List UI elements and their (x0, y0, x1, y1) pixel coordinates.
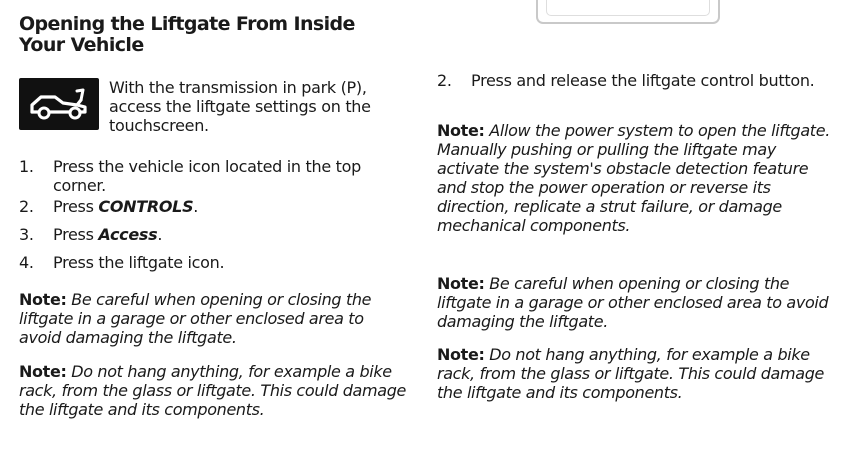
heading-line-1: Opening the Liftgate From Inside (19, 13, 355, 35)
step-text: Press the liftgate icon. (53, 253, 225, 272)
steps-list (19, 157, 407, 272)
step-suffix: . (193, 197, 199, 216)
illustration-button-outline (546, 0, 710, 16)
step-text (19, 197, 407, 216)
step-text: Press the vehicle icon located in the top corner. (53, 157, 361, 195)
step-prefix: Press (53, 197, 99, 216)
note-garage (19, 290, 407, 347)
note-text: Do not hang anything, for example a bike rack, from the glass or liftgate. This could damage the liftgate and its components. (19, 362, 406, 419)
step-emphasis: CONTROLS (98, 197, 194, 216)
note-label: Note: (19, 290, 67, 309)
step-text (19, 225, 407, 244)
steps-list-continued (437, 71, 842, 90)
step-text: Press and release the liftgate control button. (471, 71, 815, 90)
list-item (19, 197, 407, 225)
note-text: Be careful when opening or closing the liftgate in a garage or other enclosed area to avoid damaging the liftgate. (437, 274, 829, 331)
note-label: Note: (437, 345, 485, 364)
list-item (437, 71, 842, 90)
list-item (19, 157, 407, 197)
list-item (19, 225, 407, 253)
section-heading (19, 14, 355, 56)
step-number: 2. (437, 71, 452, 90)
note-label: Note: (437, 121, 485, 140)
step-number: 3. (19, 225, 34, 244)
step-number: 4. (19, 253, 34, 272)
note-bike-rack (19, 362, 407, 419)
note-garage (437, 274, 842, 331)
note-text: Allow the power system to open the liftgate. Manually pushing or pulling the liftgate may activate the system's obstacle detection feature and stop the power operation or reverse its direction, replicate a strut failure, or damage mechanical components. (437, 121, 830, 235)
step-suffix: . (157, 225, 163, 244)
heading-line-2: Your Vehicle (19, 34, 144, 56)
note-label: Note: (19, 362, 67, 381)
note-power-system (437, 121, 842, 235)
note-bike-rack (437, 345, 842, 402)
step-prefix: Press (53, 225, 99, 244)
note-text: Be careful when opening or closing the liftgate in a garage or other enclosed area to avoid damaging the liftgate. (19, 290, 372, 347)
intro-text: With the transmission in park (P), access the liftgate settings on the touchscreen. (109, 78, 371, 135)
note-label: Note: (437, 274, 485, 293)
liftgate-car-icon (19, 78, 99, 130)
step-emphasis: Access (98, 225, 158, 244)
illustration-frame (536, 0, 720, 24)
note-text: Do not hang anything, for example a bike rack, from the glass or liftgate. This could damage the liftgate and its components. (437, 345, 824, 402)
list-item (19, 253, 407, 272)
step-number: 1. (19, 157, 34, 176)
step-number: 2. (19, 197, 34, 216)
